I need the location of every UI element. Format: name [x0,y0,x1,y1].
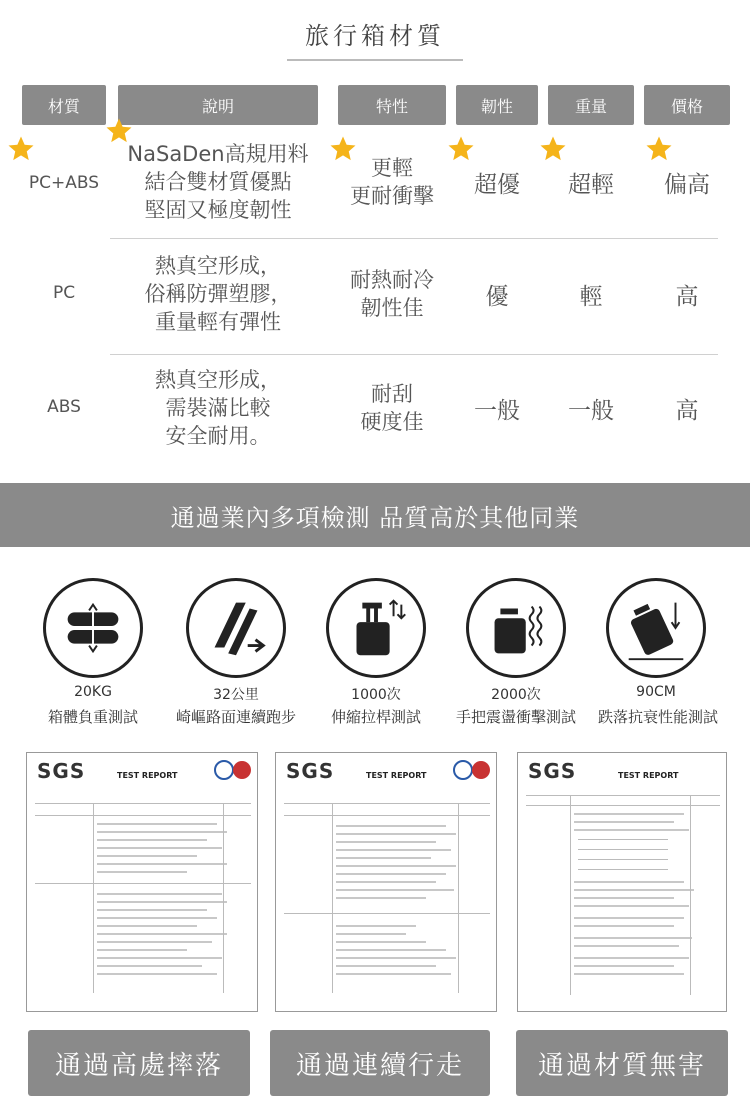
header-toughness: 韌性 [456,85,538,125]
telescopic-handle-icon [326,578,426,678]
page-title: 旅行箱材質 [0,8,750,61]
test-value: 32公里 [213,687,259,703]
sgs-logo: SGS [528,759,577,783]
handle-shock-icon [466,578,566,678]
test-report-1 [26,752,258,1012]
sgs-logo: SGS [286,759,335,783]
report-heading: TEST REPORT [366,771,427,780]
taf-badge-icon [452,759,492,781]
test-report-3 [517,752,727,1012]
row-2-feature: 耐熱耐冷 韌性佳 [350,268,434,320]
test-label: 伸縮拉桿測試 [330,708,421,726]
test-label: 崎嶇路面連續跑步 [175,708,296,726]
row-1-description: NaSaDen高規用料 結合雙材質優點 堅固又極度韌性 [127,142,309,222]
material-safe-pass-button: 通過材質無害 [516,1030,728,1096]
quality-banner: 通過業內多項檢測 品質高於其他同業 [0,483,750,547]
rough-road-icon [186,578,286,678]
row-1-weight: 超輕 [568,171,614,198]
report-heading: TEST REPORT [618,771,679,780]
test-report-2 [275,752,497,1012]
taf-badge-icon [213,759,253,781]
row-3-material: ABS [47,397,81,417]
row-3-feature: 耐刮 硬度佳 [360,382,424,434]
test-label: 箱體負重測試 [47,708,138,726]
test-value: 2000次 [491,687,541,703]
row-3-price: 高 [675,397,699,424]
row-1-toughness: 超優 [474,171,520,198]
row-1-price: 偏高 [664,171,710,198]
continuous-walk-pass-button: 通過連續行走 [270,1030,490,1096]
row-2-weight: 輕 [579,283,603,310]
row-2-toughness: 優 [485,283,509,310]
header-feature: 特性 [338,85,446,125]
row-1-feature: 更輕 更耐衝擊 [350,156,434,208]
row-1-material: PC+ABS [28,173,100,193]
test-value: 1000次 [351,687,401,703]
test-label: 手把震盪衝擊測試 [455,708,576,726]
sgs-logo: SGS [37,759,86,783]
test-value: 90CM [636,684,676,700]
suitcase-weight-icon [43,578,143,678]
header-weight: 重量 [548,85,634,125]
row-divider [110,238,718,239]
header-description: 說明 [118,85,318,125]
report-heading: TEST REPORT [117,771,178,780]
test-value: 20KG [74,684,112,700]
row-3-toughness: 一般 [474,397,520,424]
header-price: 價格 [644,85,730,125]
row-2-material: PC [52,283,76,303]
row-divider [110,354,718,355]
high-drop-pass-button: 通過高處摔落 [28,1030,250,1096]
row-3-description: 熱真空形成， 需裝滿比較 安全耐用。 [155,368,281,448]
header-material: 材質 [22,85,106,125]
drop-test-icon [606,578,706,678]
test-label: 跌落抗衰性能測試 [597,708,718,726]
row-2-price: 高 [675,283,699,310]
row-3-weight: 一般 [568,397,614,424]
row-2-description: 熱真空形成， 俗稱防彈塑膠， 重量輕有彈性 [144,254,292,334]
